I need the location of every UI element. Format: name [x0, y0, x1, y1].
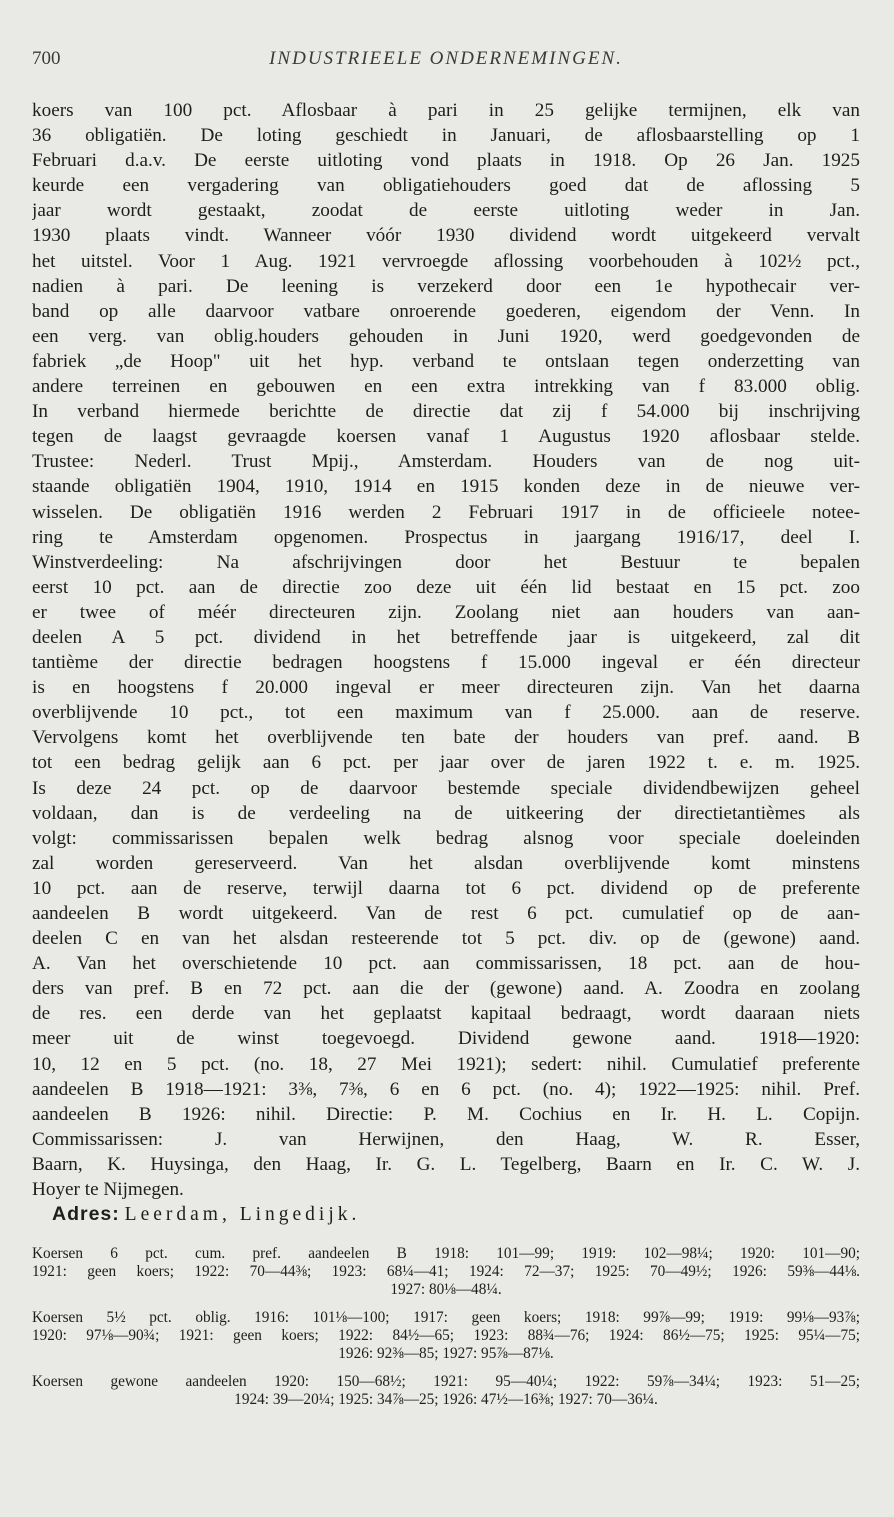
text-line: een verg. van oblig.houders gehouden in Juni 1920, werd goedgevonden de	[32, 325, 860, 347]
quotation-line: Koersen gewone aandeelen 1920: 150—68½; 1921: 95—40¼; 1922: 59⅞—34¼; 1923: 51—25;	[32, 1373, 860, 1391]
text-line: tot een bedrag gelijk aan 6 pct. per jaar over de jaren 1922 t. e. m. 1925.	[32, 752, 860, 774]
text-line: fabriek „de Hoop" uit het hyp. verband te ontslaan tegen onderzetting van	[32, 350, 860, 372]
text-line: Vervolgens komt het overblijvende ten bate der houders van pref. aand. B	[32, 727, 860, 749]
quotation-line: 1924: 39—20¼; 1925: 34⅞—25; 1926: 47½—16⅜; 1927: 70—36¼.	[234, 1391, 658, 1409]
page-header	[32, 46, 860, 84]
page-number: 700	[32, 48, 61, 69]
text-line: staande obligatiën 1904, 1910, 1914 en 1915 konden deze in de nieuwe ver-	[32, 476, 860, 498]
text-line: eerst 10 pct. aan de directie zoo deze uit één lid bestaat en 15 pct. zoo	[32, 576, 860, 598]
text-line: aandeelen B 1926: nihil. Directie: P. M. Cochius en Ir. H. L. Copijn.	[32, 1103, 860, 1125]
text-line: In verband hiermede berichtte de directie dat zij f 54.000 bij inschrijving	[32, 401, 860, 423]
text-line: overblijvende 10 pct., tot een maximum van f 25.000. aan de reserve.	[32, 702, 860, 724]
address-line	[32, 1202, 860, 1227]
text-line: Hoyer te Nijmegen.	[32, 1179, 184, 1201]
quotation-line: Koersen 6 pct. cum. pref. aandeelen B 1918: 101—99; 1919: 102—98¼; 1920: 101—90;	[32, 1245, 860, 1263]
text-line: aandeelen B wordt uitgekeerd. Van de rest 6 pct. cumulatief op de aan-	[32, 903, 860, 924]
text-line: voldaan, dan is de verdeeling na de uitkeering der directietantièmes als	[32, 802, 860, 824]
text-line: wisselen. De obligatiën 1916 werden 2 Februari 1917 in de officieele notee-	[32, 501, 860, 523]
text-line: tantième der directie bedragen hoogstens f 15.000 ingeval er één directeur	[32, 652, 860, 674]
text-line: Winstverdeeling: Na afschrijvingen door het Bestuur te bepalen	[32, 551, 860, 573]
quotation-block	[32, 1245, 860, 1299]
text-line: zal worden gereserveerd. Van het alsdan overblijvende komt minstens	[32, 852, 860, 874]
text-line: de res. een derde van het geplaatst kapitaal bedraagt, wordt daaraan niets	[32, 1003, 860, 1025]
text-line: andere terreinen en gebouwen en een extra intrekking van f 83.000 oblig.	[32, 376, 860, 398]
address-value: Leerdam, Lingedijk.	[124, 1204, 361, 1226]
quotation-line: 1926: 92⅜—85; 1927: 95⅞—87⅛.	[338, 1345, 554, 1363]
text-line: Is deze 24 pct. op de daarvoor bestemde speciale dividendbewijzen geheel	[32, 777, 860, 799]
quotation-block	[32, 1373, 860, 1409]
text-line: het uitstel. Voor 1 Aug. 1921 vervroegde aflossing voorbehouden à 102½ pct.,	[32, 250, 860, 272]
quotation-line: 1920: 97⅛—90¾; 1921: geen koers; 1922: 84½—65; 1923: 88¾—76; 1924: 86½—75; 1925: 95¼—75;	[32, 1327, 860, 1345]
text-line: keurde een vergadering van obligatiehouders goed dat de aflossing 5	[32, 175, 860, 197]
article-body	[32, 98, 860, 1227]
text-line: 1930 plaats vindt. Wanneer vóór 1930 dividend wordt uitgekeerd vervalt	[32, 225, 860, 247]
quotation-line: Koersen 5½ pct. oblig. 1916: 101⅛—100; 1917: geen koers; 1918: 99⅞—99; 1919: 99⅛—93⅞;	[32, 1309, 860, 1327]
text-line: deelen C en van het alsdan resteerende tot 5 pct. div. op de (gewone) aand.	[32, 928, 860, 950]
quotation-block	[32, 1309, 860, 1363]
text-line: ring te Amsterdam opgenomen. Prospectus in jaargang 1916/17, deel I.	[32, 526, 860, 548]
text-line: tegen de laagst gevraagde koersen vanaf 1 Augustus 1920 aflosbaar stelde.	[32, 426, 860, 448]
text-line: 10 pct. aan de reserve, terwijl daarna tot 6 pct. dividend op de preferente	[32, 877, 860, 899]
text-line: nadien à pari. De leening is verzekerd door een 1e hypothecair ver-	[32, 275, 860, 297]
text-line: aandeelen B 1918—1921: 3⅜, 7⅜, 6 en 6 pct. (no. 4); 1922—1925: nihil. Pref.	[32, 1078, 860, 1100]
quotation-line: 1921: geen koers; 1922: 70—44⅜; 1923: 68¼—41; 1924: 72—37; 1925: 70—49½; 1926: 59⅜—44⅛.	[32, 1263, 860, 1281]
text-line: Commissarissen: J. van Herwijnen, den Haag, W. R. Esser,	[32, 1128, 860, 1150]
address-label: Adres:	[52, 1203, 120, 1226]
text-line: is en hoogstens f 20.000 ingeval er meer directeuren zijn. Van het daarna	[32, 677, 860, 699]
text-line: ders van pref. B en 72 pct. aan die der (gewone) aand. A. Zoodra en zoolang	[32, 978, 860, 1000]
text-line: Trustee: Nederl. Trust Mpij., Amsterdam. Houders van de nog uit-	[32, 451, 860, 473]
text-line: 36 obligatiën. De loting geschiedt in Januari, de aflosbaarstelling op 1	[32, 125, 860, 147]
text-line: band op alle daarvoor vatbare onroerende goederen, eigendom der Venn. In	[32, 300, 860, 322]
text-line: meer uit de winst toegevoegd. Dividend gewone aand. 1918—1920:	[32, 1028, 860, 1050]
text-line: jaar wordt gestaakt, zoodat de eerste uitloting weder in Jan.	[32, 200, 860, 222]
running-title: INDUSTRIEELE ONDERNEMINGEN.	[269, 48, 623, 69]
text-line: deelen A 5 pct. dividend in het betreffende jaar is uitgekeerd, zal dit	[32, 626, 860, 648]
text-line: koers van 100 pct. Aflosbaar à pari in 25 gelijke termijnen, elk van	[32, 100, 860, 121]
text-line: volgt: commissarissen bepalen welk bedrag alsnog voor speciale doeleinden	[32, 827, 860, 849]
text-line: Februari d.a.v. De eerste uitloting vond plaats in 1918. Op 26 Jan. 1925	[32, 150, 860, 172]
text-line: er twee of méér directeuren zijn. Zoolang niet aan houders van aan-	[32, 601, 860, 623]
text-line: Baarn, K. Huysinga, den Haag, Ir. G. L. Tegelberg, Baarn en Ir. C. W. J.	[32, 1153, 860, 1175]
text-line: 10, 12 en 5 pct. (no. 18, 27 Mei 1921); sedert: nihil. Cumulatief preferente	[32, 1053, 860, 1075]
quotation-line: 1927: 80⅛—48¼.	[390, 1281, 502, 1299]
price-quotations	[32, 1245, 860, 1409]
text-line: A. Van het overschietende 10 pct. aan commissarissen, 18 pct. aan de hou-	[32, 953, 860, 975]
